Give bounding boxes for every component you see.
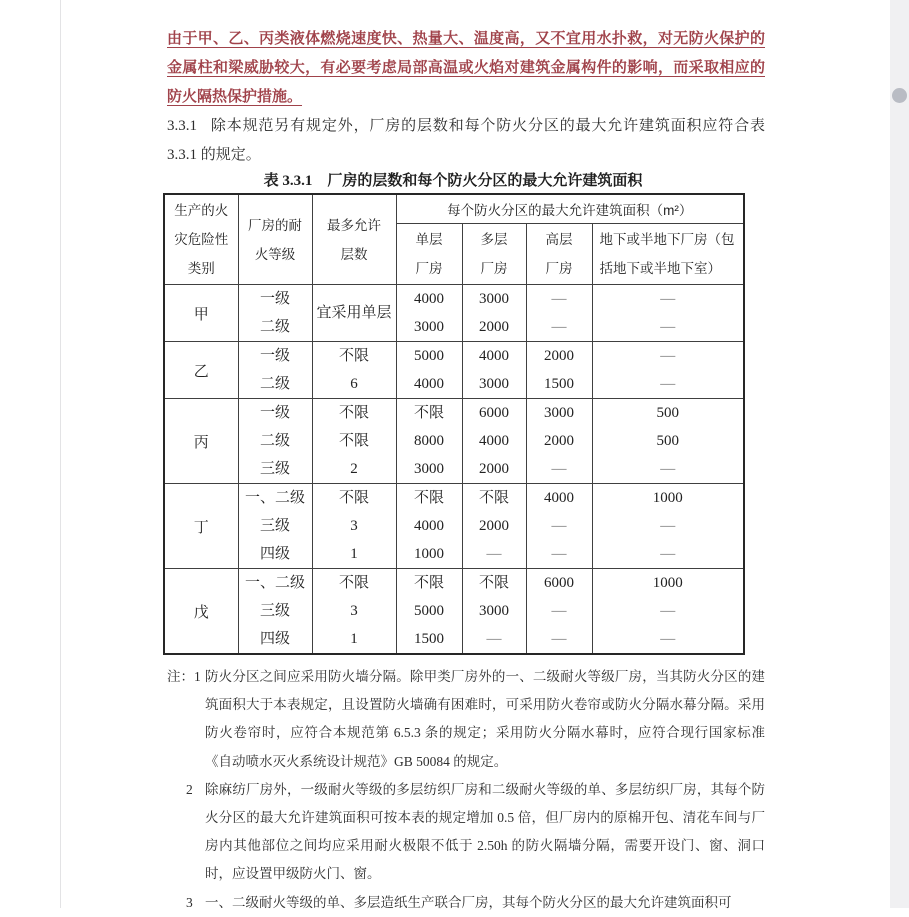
cell-line: 4000 [414, 291, 444, 307]
table-cell [312, 342, 396, 399]
table-cell [238, 342, 312, 399]
cell-line: — [660, 603, 676, 619]
header-single-story [396, 224, 462, 285]
table-cell [312, 399, 396, 484]
table-cell [312, 569, 396, 655]
cell-line: 一、二级 [244, 575, 305, 591]
cell-line: 3000 [414, 319, 444, 335]
table-cell [396, 569, 462, 655]
table-cell [526, 285, 592, 342]
table-cell [526, 569, 592, 655]
table-cell [592, 569, 744, 655]
header-area-span: 每个防火分区的最大允许建筑面积（m²） [396, 194, 744, 224]
cell-line: — [660, 376, 676, 392]
table-cell [396, 285, 462, 342]
page-left-edge [60, 0, 61, 908]
cell-line: 500 [656, 405, 679, 421]
cell-line: 一、二级 [244, 490, 305, 506]
table-cell [238, 399, 312, 484]
table-cell [592, 399, 744, 484]
document-page [163, 0, 765, 917]
table-cell [462, 484, 526, 569]
category-cell: 戊 [164, 569, 238, 655]
notes-label: 注： [167, 669, 194, 684]
cell-line: 不限 [478, 575, 509, 591]
scroll-handle[interactable] [892, 88, 907, 103]
table-cell [312, 285, 396, 342]
cell-line: 3000 [414, 461, 444, 477]
note-text: 防火分区之间应采用防火墙分隔。除甲类厂房外的一、二级耐火等级厂房，当其防火分区的建筑面积大于本表规定，且设置防火墙确有困难时，可采用防火卷帘或防火分隔水幕分隔。采用防火卷帘时，应符合本规范第 6.5.3 条的规定；采用防火分隔水幕时，应符合现行国家标准《自动喷水灭火系统设计规范》GB 50084 的规定。 [205, 669, 765, 769]
cell-line: — [551, 603, 567, 619]
clause-text: 除本规范另有规定外，厂房的层数和每个防火分区的最大允许建筑面积应符合表 3.3.1 的规定。 [167, 118, 765, 163]
cell-line: 1500 [414, 631, 444, 647]
cell-line: 6 [350, 376, 358, 392]
cell-line: 6000 [544, 575, 574, 591]
cell-line: 二级 [259, 319, 290, 335]
cell-line: 2000 [479, 461, 509, 477]
header-line: 高层 [545, 232, 573, 247]
cell-line: 三级 [259, 603, 290, 619]
cell-line: 3000 [479, 603, 509, 619]
cell-line: — [660, 546, 676, 562]
header-category [164, 194, 238, 285]
table-row [164, 342, 744, 399]
table-cell [396, 399, 462, 484]
cell-line: 3 [350, 518, 358, 534]
note-number: 1 [194, 669, 201, 684]
header-line: 厂房的耐 [248, 217, 302, 233]
note-item-2 [167, 776, 765, 889]
cell-line: 2000 [479, 319, 509, 335]
table-cell [238, 484, 312, 569]
cell-line: — [660, 631, 676, 647]
header-line: 火等级 [254, 246, 296, 262]
cell-line: 不限 [338, 490, 369, 506]
header-line: 最多允许 [327, 217, 381, 233]
table-cell [238, 569, 312, 655]
cell-line: 4000 [414, 518, 444, 534]
cell-line: 5000 [414, 603, 444, 619]
cell-line: 三级 [259, 518, 290, 534]
cell-line: 二级 [259, 376, 290, 392]
cell-line: 不限 [478, 490, 509, 506]
table-cell [396, 484, 462, 569]
cell-line: 4000 [479, 348, 509, 364]
cell-line: — [486, 631, 502, 647]
table-cell [462, 285, 526, 342]
cell-line: 不限 [413, 575, 444, 591]
table-cell [592, 484, 744, 569]
header-line: 生产的火 [174, 203, 229, 218]
table-row [164, 285, 744, 342]
cell-line: — [551, 518, 567, 534]
header-high-rise [526, 224, 592, 285]
cell-line: 500 [656, 433, 679, 449]
header-fire-rating [238, 194, 312, 285]
cell-line: — [551, 631, 567, 647]
table-cell [526, 484, 592, 569]
cell-line: 3000 [479, 291, 509, 307]
table-cell [526, 399, 592, 484]
cell-line: 6000 [479, 405, 509, 421]
table-cell [526, 342, 592, 399]
table-row [164, 569, 744, 655]
cell-line: 2000 [479, 518, 509, 534]
table-cell [396, 342, 462, 399]
cell-line: 1000 [652, 490, 683, 506]
note-item-3 [167, 889, 765, 917]
cell-line: 1 [350, 631, 358, 647]
note-marker [167, 663, 201, 691]
cell-line: 4000 [544, 490, 574, 506]
header-line: 灾危险性 [174, 232, 229, 247]
header-underground [592, 224, 744, 285]
clause-number: 3.3.1 [167, 118, 197, 134]
note-text: 除麻纺厂房外，一级耐火等级的多层纺织厂房和二级耐火等级的单、多层纺织厂房，其每个防火分区的最大允许建筑面积可按本表的规定增加 0.5 倍，但厂房内的原棉开包、清花车间与厂房内其他部位之间均应采用耐火极限不低于 2.50h 的防火隔墙分隔，需要开设门、窗、洞口时，应设置甲级防火门、窗。 [205, 781, 765, 882]
header-line: 单层 [415, 232, 443, 247]
category-cell: 甲 [164, 285, 238, 342]
note-number: 3 [186, 894, 193, 910]
cell-line: 不限 [338, 433, 369, 449]
cell-line: 四级 [259, 631, 290, 647]
fire-zone-table [163, 193, 745, 655]
cell-line: 1500 [544, 376, 574, 392]
header-line: 厂房 [545, 261, 573, 276]
category-cell: 丙 [164, 399, 238, 484]
cell-line: 2000 [544, 433, 574, 449]
cell-line: 3000 [479, 376, 509, 392]
header-line: 地下或半地下厂房（包 [599, 232, 735, 247]
header-line: 类别 [187, 261, 215, 276]
table-title: 表 3.3.1 厂房的层数和每个防火分区的最大允许建筑面积 [263, 173, 643, 189]
table-cell [462, 342, 526, 399]
header-line: 括地下或半地下室） [599, 261, 721, 276]
header-line: 层数 [340, 246, 368, 262]
table-row [164, 399, 744, 484]
header-line: 厂房 [415, 261, 443, 276]
scrollbar-track[interactable] [890, 0, 909, 908]
cell-line: 二级 [259, 433, 290, 449]
header-multi-story [462, 224, 526, 285]
cell-line: — [551, 546, 567, 562]
cell-line: 不限 [338, 405, 369, 421]
table-cell [462, 399, 526, 484]
table-cell [238, 285, 312, 342]
cell-line: — [660, 518, 676, 534]
cell-line: 宜采用单层 [316, 305, 392, 321]
cell-line: 四级 [259, 546, 290, 562]
notes-section [167, 663, 765, 917]
cell-line: — [660, 319, 676, 335]
cell-line: 不限 [338, 575, 369, 591]
table-cell [312, 484, 396, 569]
note-number: 2 [186, 781, 193, 797]
table-cell [462, 569, 526, 655]
cell-line: — [660, 291, 676, 307]
cell-line: 一级 [259, 405, 290, 421]
cell-line: 4000 [414, 376, 444, 392]
cell-line: 2000 [544, 348, 574, 364]
table-cell [592, 342, 744, 399]
category-cell: 丁 [164, 484, 238, 569]
header-line: 厂房 [480, 261, 508, 276]
category-cell: 乙 [164, 342, 238, 399]
cell-line: — [660, 461, 676, 477]
cell-line: — [551, 319, 567, 335]
cell-line: 4000 [479, 433, 509, 449]
table-row [164, 484, 744, 569]
header-row-top [164, 194, 744, 224]
cell-line: — [551, 291, 567, 307]
cell-line: 5000 [414, 348, 444, 364]
clause-paragraph [167, 112, 765, 170]
cell-line: 2 [350, 461, 358, 477]
cell-line: 1000 [652, 575, 683, 591]
note-item-1 [167, 663, 765, 776]
cell-line: 不限 [413, 490, 444, 506]
cell-line: — [486, 546, 502, 562]
cell-line: 三级 [259, 461, 290, 477]
cell-line: — [660, 348, 676, 364]
cell-line: 3 [350, 603, 358, 619]
table-body [164, 285, 744, 655]
cell-line: 8000 [414, 433, 444, 449]
header-line: 多层 [480, 232, 508, 247]
cell-line: 不限 [413, 405, 444, 421]
cell-line: — [551, 461, 567, 477]
header-max-floors [312, 194, 396, 285]
cell-line: 不限 [338, 348, 369, 364]
cell-line: 1 [350, 546, 358, 562]
cell-line: 1000 [414, 546, 444, 562]
highlighted-paragraph: 由于甲、乙、丙类液体燃烧速度快、热量大、温度高，又不宜用水扑救，对无防火保护的金属柱和梁威胁较大，有必要考虑局部高温或火焰对建筑金属构件的影响，而采取相应的防火隔热保护措施。 [167, 31, 765, 105]
table-cell [592, 285, 744, 342]
cell-line: 一级 [259, 348, 290, 364]
cell-line: 3000 [544, 405, 574, 421]
cell-line: 一级 [259, 291, 290, 307]
note-text: 一、二级耐火等级的单、多层造纸生产联合厂房，其每个防火分区的最大允许建筑面积可 [205, 894, 732, 910]
